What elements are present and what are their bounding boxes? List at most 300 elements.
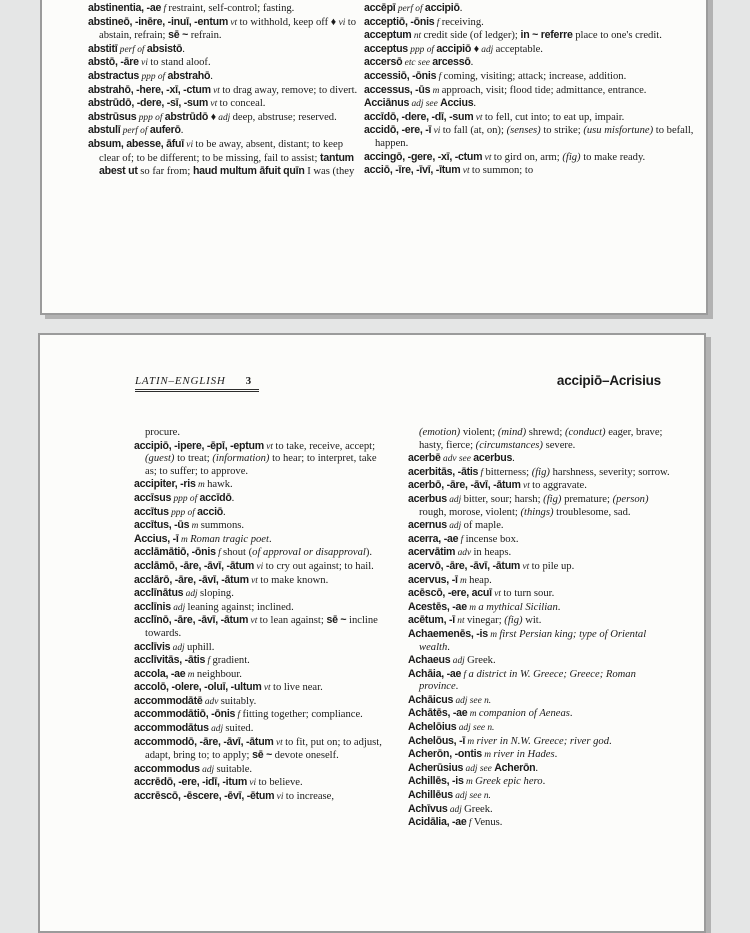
entry-grammar-label: vt [520, 561, 532, 572]
dictionary-entry [134, 695, 390, 709]
entry-grammar-label: nt [454, 616, 467, 627]
entry-headword: Achelōus, -ī [408, 734, 466, 747]
dictionary-entry [364, 97, 700, 111]
entry-grammar-label: adj [183, 589, 200, 600]
entry-grammar-label: f [205, 656, 213, 667]
entry-definition: to fell, cut into; to eat up, impair. [484, 111, 625, 123]
entry-definition: to conceal. [219, 98, 266, 110]
entry-definition: bitter, sour; harsh; [463, 493, 544, 505]
entry-headword: accola, -ae [134, 667, 186, 680]
dictionary-entry [134, 708, 390, 722]
entry-italic-note: river in N.W. Greece; river god [476, 735, 610, 747]
entry-headword: acclīnis [134, 600, 171, 613]
dictionary-entry [134, 668, 390, 682]
entry-headword: Achillēus [408, 789, 453, 802]
entry-definition: in heaps. [473, 547, 512, 559]
entry-grammar-label: m [185, 669, 197, 680]
entry-grammar-label: f [461, 669, 469, 680]
entry-headword: accītus [134, 505, 169, 518]
dictionary-entry [408, 533, 672, 547]
entry-grammar-label: adj see [409, 99, 441, 110]
entry-grammar-label: vt [210, 85, 223, 96]
dictionary-entry [134, 681, 390, 695]
entry-definition: refrain. [188, 30, 222, 42]
entry-definition: . [268, 533, 272, 545]
dictionary-entry [364, 56, 700, 70]
entry-grammar-label: adj [450, 656, 468, 667]
entry-bold-phrase: sē ~ [168, 29, 189, 42]
entry-grammar-label: perf of [117, 44, 147, 55]
entry-grammar-label: etc see [402, 58, 433, 69]
entry-headword: accommodātiō, -ōnis [134, 708, 236, 721]
dictionary-entry [134, 533, 390, 547]
entry-headword: acceptus [364, 42, 408, 55]
dictionary-entry [408, 748, 672, 762]
entry-definition: procure. [145, 427, 180, 438]
entry-definition: fitting together; compliance. [242, 709, 363, 721]
entry-definition: Greek. [464, 803, 493, 815]
dictionary-entry [134, 506, 390, 520]
entry-definition: . [557, 601, 561, 613]
dictionary-entry [134, 776, 390, 790]
entry-grammar-label: adj [215, 112, 233, 123]
entry-grammar-label: m [457, 575, 470, 586]
entry-definition: . [180, 125, 184, 137]
dictionary-entry [408, 546, 672, 560]
entry-headword: acerra, -ae [408, 532, 459, 545]
entry-definition: to live near. [273, 682, 323, 694]
entry-headword: Achīvus [408, 802, 448, 815]
entry-definition: . [459, 3, 463, 14]
entry-grammar-label: vi [338, 17, 348, 28]
dictionary-entry [364, 111, 700, 125]
left-column [134, 427, 390, 804]
dictionary-entry [408, 654, 672, 668]
dictionary-entry [408, 601, 672, 615]
entry-definition: heap. [469, 574, 492, 586]
entry-grammar-label: perf of [395, 4, 425, 14]
entry-italic-note: (circumstances) [475, 439, 543, 451]
entry-definition: rough, morose, violent; [419, 506, 521, 518]
entry-definition: hawk. [207, 479, 233, 491]
entry-headword: acceptum [364, 29, 412, 42]
entry-grammar-label: f [161, 4, 169, 14]
dictionary-entry [134, 790, 390, 804]
entry-definition: deep, abstruse; reserved. [232, 111, 337, 123]
entry-grammar-label: vt [491, 589, 504, 600]
dictionary-entry [134, 587, 390, 601]
entry-grammar-label: vi [183, 139, 196, 150]
entry-definition: credit side (of ledger); [423, 30, 521, 42]
entry-headword: accessus, -ūs [364, 83, 431, 96]
entry-definition: Venus. [473, 817, 503, 829]
dictionary-entry [88, 138, 364, 179]
entry-definition: devote oneself. [272, 750, 339, 762]
dictionary-entry [408, 789, 672, 803]
entry-definition: to fit, put on; to adjust, adapt, bring to; to apply; [145, 736, 382, 762]
entry-headword: absum, abesse, āfuī [88, 137, 184, 150]
entry-grammar-label: vt [520, 481, 533, 492]
entry-definition: to believe. [258, 777, 303, 789]
entry-bold-phrase: Accius [440, 97, 474, 110]
entry-definition: incense box. [465, 533, 519, 545]
dictionary-entry [364, 29, 700, 43]
dictionary-entry [364, 84, 700, 98]
entry-grammar-label: ppp of [168, 507, 198, 518]
left-column [88, 2, 364, 179]
entry-headword: accrēscō, -ēscere, -ēvī, -ētum [134, 790, 275, 803]
entry-grammar-label: f [434, 17, 442, 28]
entry-definition: suitable. [216, 763, 253, 775]
entry-headword: acerbō, -āre, -āvī, -ātum [408, 479, 521, 492]
running-head-left [135, 375, 259, 392]
entry-italic-note: (usu misfortune) [583, 125, 654, 137]
dictionary-entry [364, 16, 700, 30]
entry-definition: troublesome, sad. [553, 506, 631, 518]
dictionary-entry [364, 124, 700, 150]
entry-definition: . [447, 641, 450, 653]
entry-definition: to fall (at, on); [442, 125, 507, 137]
entry-italic-note: (senses) [506, 125, 541, 137]
dictionary-entry [408, 775, 672, 789]
entry-italic-note: Greek epic hero [475, 776, 543, 788]
entry-italic-note: (fig) [504, 615, 523, 627]
entry-definition: gradient. [212, 655, 250, 667]
entry-headword: Achāicus [408, 693, 454, 706]
dictionary-entry [134, 574, 390, 588]
entry-grammar-label: adj [199, 764, 217, 775]
entry-headword: accīdō, -dere, -dī, -sum [364, 110, 474, 123]
dictionary-entry [408, 628, 672, 654]
entry-definition: severe. [542, 439, 576, 451]
entry-headword: abstrahō, -here, -xī, -ctum [88, 83, 211, 96]
entry-definition: place to one's credit. [572, 30, 662, 42]
entry-italic-note: (person) [612, 493, 649, 505]
right-column [364, 2, 700, 178]
entry-grammar-label: m [430, 85, 442, 96]
dictionary-entry [88, 124, 364, 138]
entry-definition: to cry out against; to hail. [265, 560, 374, 572]
entry-definition: to withhold, keep off [239, 16, 331, 28]
entry-definition: to gird on, arm; [493, 151, 563, 163]
entry-definition: . [231, 492, 235, 504]
entry-headword: acclārō, -āre, -āvī, -ātum [134, 573, 249, 586]
entry-definition: to summon; to [471, 165, 534, 177]
dictionary-entry [408, 762, 672, 776]
entry-grammar-label: f [458, 534, 466, 545]
dictionary-entry [364, 2, 700, 16]
entry-headword: acervus, -ī [408, 573, 458, 586]
entry-headword: acclāmātiō, -ōnis [134, 546, 216, 559]
entry-definition: to be away, absent, distant; to keep clear of; to be different; to be missing, fail to assist; [99, 138, 343, 164]
entry-bold-phrase: absistō [146, 42, 183, 55]
entry-bold-phrase: tantum abest ut [99, 151, 354, 178]
entry-definition: acceptable. [495, 43, 543, 55]
entry-grammar-label: adj [446, 494, 464, 505]
dictionary-entry [408, 574, 672, 588]
entry-headword: acētum, -ī [408, 614, 455, 627]
entry-italic-note: companion of Aeneas [478, 708, 570, 720]
dictionary-entry [408, 466, 672, 480]
entry-headword: accommodātē [134, 694, 203, 707]
entry-definition: . [535, 762, 539, 774]
dictionary-entry [134, 546, 390, 560]
entry-headword: abstractus [88, 69, 140, 82]
entry-definition: vinegar; [466, 615, 505, 627]
dictionary-entry [134, 440, 390, 479]
dictionary-entry [408, 493, 672, 519]
entry-grammar-label: adj see [463, 763, 495, 774]
entry-headword: Achaeus [408, 654, 451, 667]
entry-definition: to drag away, remove; to divert. [222, 84, 358, 96]
entry-headword: accipiter, -ris [134, 478, 196, 491]
dictionary-entry [88, 97, 364, 111]
entry-definition: uphill. [186, 641, 215, 653]
dictionary-entry [408, 816, 672, 830]
entry-definition: to abstain, refrain; [99, 16, 356, 42]
entry-headword: accrēdō, -ere, -idī, -itum [134, 776, 248, 789]
dictionary-entry [408, 735, 672, 749]
entry-grammar-label: vt [208, 99, 220, 110]
entry-grammar-label: vi [431, 126, 443, 137]
entry-headword: Achaemenēs, -is [408, 627, 488, 640]
entry-italic-note: (conduct) [564, 427, 606, 438]
entry-headword: accītus, -ūs [134, 519, 190, 532]
entry-bold-phrase: in ~ referre [520, 29, 573, 42]
dictionary-entry [408, 668, 672, 694]
entry-headword: accēpī [364, 2, 396, 14]
entry-grammar-label: adj see n. [452, 791, 491, 802]
entry-headword: abstinentia, -ae [88, 2, 162, 14]
entry-definition: to take, receive, accept; [275, 440, 376, 452]
entry-definition: to stand aloof. [150, 57, 211, 69]
entry-grammar-label: vt [248, 575, 261, 586]
dictionary-entry [88, 16, 364, 43]
entry-grammar-label: ppp of [139, 71, 168, 82]
entry-definition: bitterness; [485, 466, 532, 478]
entry-definition: . [182, 43, 185, 55]
dictionary-entry [134, 614, 390, 640]
entry-italic-note: a mythical Sicilian [478, 601, 558, 613]
entry-grammar-label: m [178, 534, 191, 545]
dictionary-entry [408, 452, 672, 466]
entry-grammar-label: adj [447, 804, 465, 815]
entry-definition: to lean against; [259, 615, 327, 627]
entry-grammar-label: vi [254, 561, 266, 572]
entry-grammar-label: m [481, 750, 494, 761]
entry-headword: Acherōn, -ontis [408, 748, 482, 761]
dictionary-page-top [40, 0, 708, 315]
entry-grammar-label: adj [170, 602, 188, 613]
dictionary-entry [364, 43, 700, 57]
entry-definition: . [223, 506, 226, 518]
entry-grammar-label: adj [478, 44, 496, 55]
entry-headword: accingō, -gere, -xī, -ctum [364, 150, 483, 163]
entry-grammar-label: vt [261, 683, 274, 694]
entry-definition: Greek. [467, 655, 496, 667]
entry-grammar-label: perf of [120, 126, 150, 137]
entry-grammar-label: ppp of [136, 112, 165, 123]
entry-headword: Acidālia, -ae [408, 816, 467, 829]
entry-grammar-label: vt [263, 441, 276, 452]
entry-definition: to hear; to interpret, take as; to suffer; to approve. [145, 453, 377, 477]
dictionary-entry [408, 614, 672, 628]
dictionary-entry [134, 492, 390, 506]
entry-grammar-label: m [487, 629, 500, 640]
entry-definition: receiving. [441, 16, 484, 28]
entry-definition: ). [365, 547, 373, 559]
entry-definition: wit. [522, 615, 542, 627]
entry-definition: I was (they [304, 166, 355, 178]
entry-headword: Achillēs, -is [408, 775, 464, 788]
entry-definition: eager, brave; hasty, fierce; [419, 427, 663, 451]
entry-definition: suited. [225, 723, 254, 735]
page-number: 3 [245, 375, 252, 387]
dictionary-entry [408, 587, 672, 601]
entry-bold-phrase: haud multum āfuit quīn [192, 165, 305, 178]
entry-definition: leaning against; inclined. [187, 601, 294, 613]
dictionary-entry [134, 519, 390, 533]
entry-bold-phrase: Acherōn [494, 761, 536, 774]
entry-grammar-label: adj see n. [456, 723, 495, 734]
entry-definition: . [609, 735, 612, 747]
entry-grammar-label: adj [170, 642, 187, 653]
entry-italic-note: river in Hades [493, 749, 555, 761]
dictionary-entry [134, 722, 390, 736]
entry-headword: acerbē [408, 452, 441, 465]
entry-headword: acēscō, -ere, acuī [408, 587, 492, 600]
entry-grammar-label: ppp of [407, 44, 437, 55]
dictionary-entry [88, 56, 364, 70]
dictionary-entry [88, 111, 364, 125]
entry-definition: shout ( [223, 547, 253, 559]
entry-definition: to befall, happen. [375, 125, 694, 149]
entry-grammar-label: adv [202, 696, 221, 707]
entry-headword: acervō, -āre, -āvī, -ātum [408, 559, 521, 572]
entry-headword: accommodus [134, 762, 200, 775]
entry-headword: acclīvis [134, 640, 171, 653]
entry-definition: . [512, 453, 515, 465]
entry-grammar-label: adv see [440, 454, 474, 465]
entry-definition: . [542, 776, 546, 788]
entry-bold-phrase: abstrūdō ♦ [164, 110, 216, 123]
entry-bold-phrase: sē ~ [326, 614, 347, 627]
entry-headword: acclāmō, -āre, -āvī, -ātum [134, 559, 255, 572]
dictionary-entry [408, 694, 672, 708]
entry-headword: abstitī [88, 42, 118, 55]
entry-bold-phrase: acerbus [473, 452, 513, 465]
dictionary-entry [408, 519, 672, 533]
entry-italic-note: (emotion) [419, 427, 461, 438]
entry-headword: Achātēs, -ae [408, 707, 468, 720]
entry-bold-phrase: arcessō [432, 56, 471, 69]
entry-headword: accidō, -ere, -ī [364, 124, 432, 137]
entry-headword: accersō [364, 56, 403, 69]
entry-definition: to treat; [174, 453, 213, 465]
entry-bold-phrase: accipiō [424, 2, 460, 14]
entry-definition: summons. [200, 520, 245, 532]
dictionary-entry [134, 763, 390, 777]
entry-definition: incline towards. [145, 615, 378, 639]
entry-definition: violent; [460, 427, 498, 438]
entry-headword: acerbitās, -ātis [408, 465, 479, 478]
entry-italic-note: (guest) [145, 453, 175, 465]
dictionary-entry [364, 151, 700, 165]
entry-grammar-label: vi [138, 58, 151, 69]
entry-headword: accessiō, -ōnis [364, 69, 437, 82]
entry-grammar-label: f [235, 710, 243, 721]
entry-headword: acclīnātus [134, 587, 184, 600]
entry-italic-note: first Persian king; type of Oriental wealth [419, 628, 647, 653]
entry-headword: acclīvitās, -ātis [134, 654, 206, 667]
entry-italic-note: a district in W. Greece; Greece; Roman province [419, 668, 636, 693]
entry-definition: of maple. [463, 520, 504, 532]
entry-definition: suitably. [220, 695, 257, 707]
dictionary-entry [134, 641, 390, 655]
entry-headword: acernus [408, 519, 447, 532]
entry-headword: Achelōius [408, 721, 457, 734]
entry-definition: to increase, [285, 791, 335, 803]
entry-headword: acceptiō, -ōnis [364, 15, 435, 28]
dictionary-entry [134, 478, 390, 492]
entry-headword: abstineō, -inēre, -inuī, -entum [88, 15, 228, 28]
entry-definition: to turn sour. [503, 588, 555, 600]
entry-grammar-label: vt [460, 166, 472, 177]
entry-grammar-label: m [195, 480, 208, 491]
entry-headword: Acherūsius [408, 761, 464, 774]
entry-definition: coming, visiting; attack; increase, addition. [443, 70, 627, 82]
entry-bold-phrase: accipiō ♦ [436, 42, 479, 55]
entry-definition: to strike; [540, 125, 584, 137]
dictionary-entry [364, 70, 700, 84]
entry-definition: so far from; [137, 166, 193, 178]
entry-grammar-label: adj [446, 521, 464, 532]
entry-grammar-label: f [436, 71, 444, 82]
entry-definition: approach, visit; flood tide; admittance, entrance. [441, 84, 647, 96]
entry-definition: premature; [561, 493, 613, 505]
dictionary-entry [408, 427, 672, 452]
entry-grammar-label: nt [411, 31, 424, 42]
entry-italic-note: (fig) [531, 466, 550, 478]
entry-grammar-label: m [463, 777, 476, 788]
entry-headword: Accius, -ī [134, 532, 179, 545]
entry-definition: to make ready. [580, 151, 646, 163]
dictionary-entry [134, 736, 390, 763]
dictionary-entry [134, 427, 390, 440]
entry-headword: accolō, -olere, -oluī, -ultum [134, 681, 262, 694]
entry-definition: . [569, 708, 573, 720]
entry-headword: abstrūdō, -dere, -sī, -sum [88, 97, 209, 110]
entry-headword: abstulī [88, 124, 121, 137]
entry-bold-phrase: ♦ [330, 15, 339, 28]
running-head-guide-words: accipiō–Acrisius [556, 373, 661, 388]
entry-grammar-label: adv [455, 548, 474, 559]
dictionary-entry [134, 601, 390, 615]
entry-grammar-label: vt [482, 152, 494, 163]
dictionary-page-bottom [38, 333, 706, 933]
entry-grammar-label: m [465, 736, 477, 747]
entry-bold-phrase: sē ~ [252, 749, 273, 762]
running-head-title: LATIN–ENGLISH [135, 375, 226, 387]
dictionary-entry [408, 707, 672, 721]
entry-grammar-label: vt [227, 17, 240, 28]
entry-headword: Acestēs, -ae [408, 600, 467, 613]
entry-grammar-label: adj see n. [453, 695, 492, 706]
entry-italic-note: (mind) [497, 427, 527, 438]
entry-headword: Achāia, -ae [408, 667, 462, 680]
dictionary-entry [408, 803, 672, 817]
entry-definition: . [470, 57, 474, 69]
